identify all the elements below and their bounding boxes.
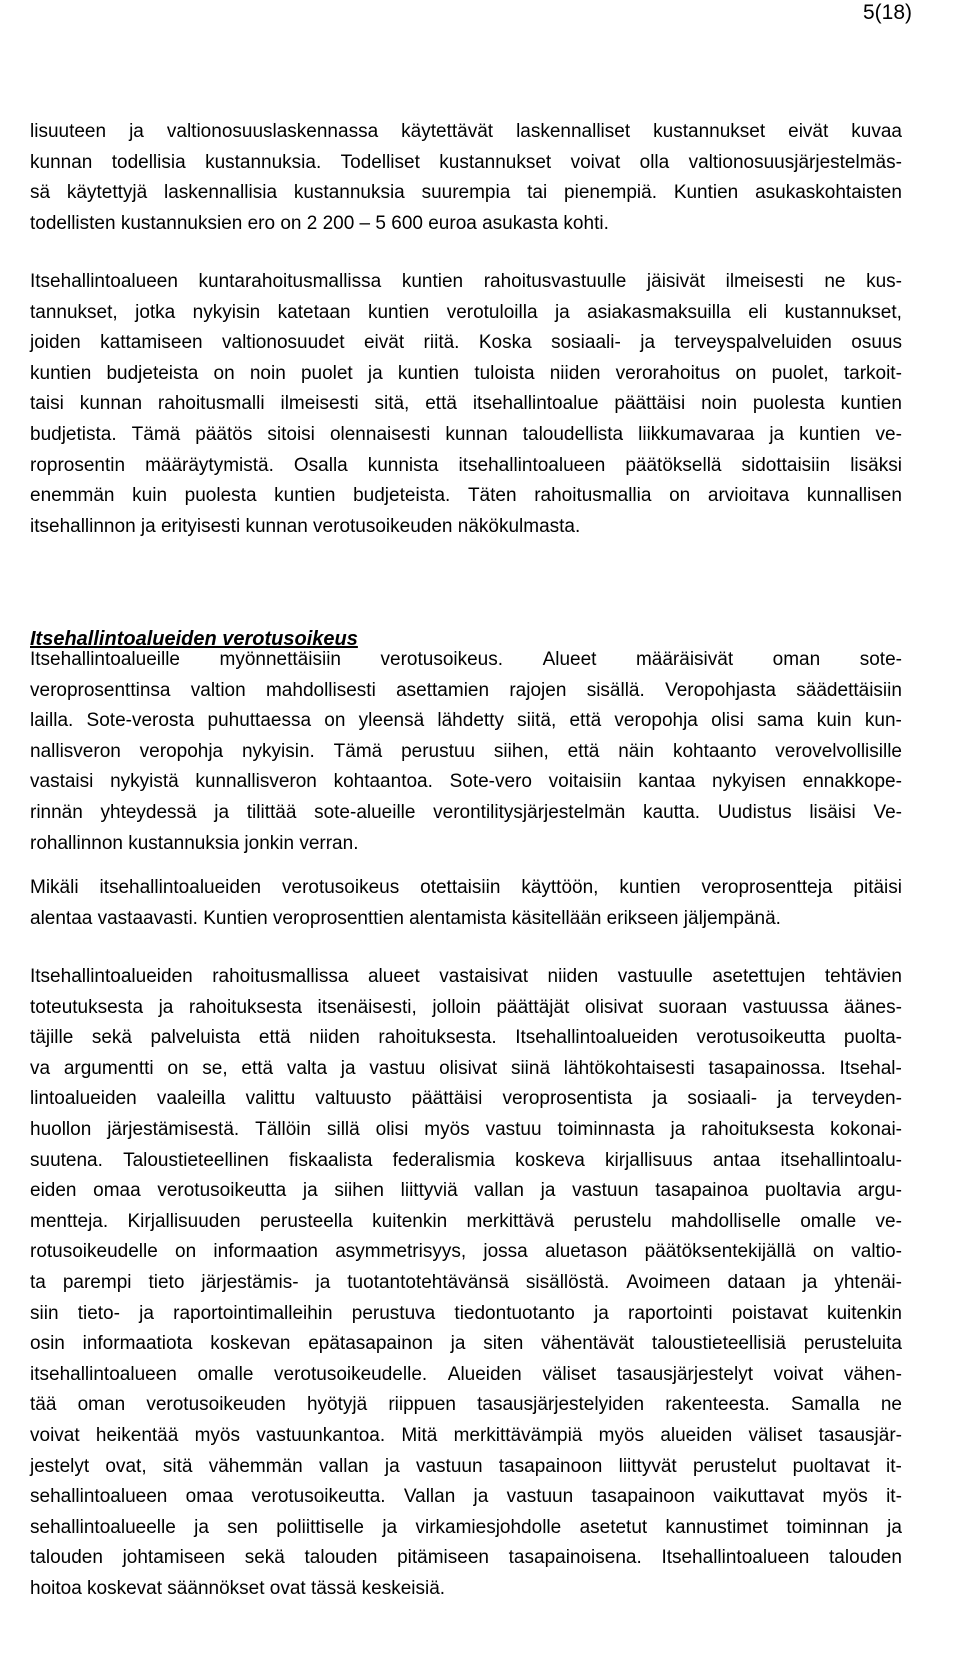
paragraph-line: voivat heikentää myös vastuunkantoa. Mitä merkittävämpiä myös alueiden väliset tasausjär- — [30, 1425, 902, 1446]
paragraph-line: rinnän yhteydessä ja tilittää sote-alueille verontilitysjärjestelmän kautta. Uudistus lisäisi Ve- — [30, 802, 902, 823]
paragraph-line: rotusoikeudelle on informaation asymmetrisyys, jossa aluetason päätöksentekijällä on valtio- — [30, 1241, 902, 1263]
paragraph-line: toteutuksesta ja rahoituksesta itsenäisesti, jolloin päättäjät olisivat suoraan vastuussa äänes- — [30, 996, 902, 1018]
paragraph-line: talouden johtamiseen sekä talouden pitämiseen tasapainoisena. Itsehallintoalueen talouden — [30, 1547, 902, 1569]
paragraph-line: Itsehallintoalueen kuntarahoitusmallissa kuntien rahoitusvastuulle jäisivät ilmeisesti ne kus- — [30, 271, 902, 292]
paragraph-line: lailla. Sote-verosta puhuttaessa on yleensä lähdetty siitä, että veropohja olisi sama kuin kun- — [30, 710, 902, 732]
paragraph-line: Itsehallintoalueille myönnettäisiin verotusoikeus. Alueet määräisivät oman sote- — [30, 649, 902, 670]
paragraph-line: hoitoa koskevat säännökset ovat tässä keskeisiä. — [30, 1578, 446, 1599]
paragraph-line: budjetista. Tämä päätös sitoisi olennaisesti kunnan taloudellista liikkumavaraa ja kuntien ve- — [30, 424, 902, 445]
paragraph-line: jestelyt ovat, sitä vähemmän vallan ja vastuun tasapainoon liittyvät perustelut puoltavat it- — [30, 1455, 902, 1477]
paragraph-line: vastaisi nykyistä kunnallisveron kohtaantoa. Sote-vero voitaisiin kantaa nykyisen ennakkope- — [30, 771, 902, 793]
paragraph-line: joiden kattamiseen valtionosuudet eivät riitä. Koska sosiaali- ja terveyspalveluiden osuus — [30, 332, 902, 354]
section-heading: Itsehallintoalueiden verotusoikeus — [30, 628, 358, 650]
paragraph-line: Mikäli itsehallintoalueiden verotusoikeus otettaisiin käyttöön, kuntien veroprosentteja pitäisi — [30, 877, 902, 898]
paragraph-line: mentteja. Kirjallisuuden perusteella kuitenkin merkittävä perustelu mahdolliselle omalle ve- — [30, 1210, 902, 1232]
paragraph-line: tannukset, jotka nykyisin katetaan kuntien verotuloilla ja asiakasmaksuilla eli kustannukset, — [30, 301, 902, 323]
paragraph-line: siin tieto- ja raportointimalleihin perustuva tiedontuotanto ja raportointi poistavat kuitenkin — [30, 1302, 902, 1324]
paragraph-line: taisi kunnan rahoitusmalli ilmeisesti sitä, että itsehallintoalue päättäisi noin puolesta kuntien — [30, 393, 902, 415]
paragraph-line: tää oman verotusoikeuden hyötyjä riippuen tasausjärjestelyiden rakenteesta. Samalla ne — [30, 1394, 902, 1416]
paragraph-line: eiden omaa verotusoikeutta ja siihen liittyviä vallan ja vastuun tasapainoa puoltavia argu- — [30, 1180, 902, 1202]
paragraph-line: nallisveron veropohja nykyisin. Tämä perustuu siihen, että näin kohtaanto verovelvollisille — [30, 740, 902, 762]
paragraph-line: osin informaatiota koskevan epätasapainon ja siten vähentävät taloustieteellisiä perusteluita — [30, 1333, 902, 1355]
paragraph-line: va argumentti on se, että valta ja vastuu olisivat siinä lähtökohtaisesti tasapainossa. Itsehal- — [30, 1057, 902, 1079]
paragraph-line: huollon järjestämisestä. Tällöin sillä olisi myös vastuu toiminnasta ja rahoituksesta kokonai- — [30, 1119, 902, 1140]
paragraph-line: alentaa vastaavasti. Kuntien veroprosenttien alentamista käsitellään erikseen jäljempänä. — [30, 907, 781, 929]
paragraph-line: Itsehallintoalueiden rahoitusmallissa alueet vastaisivat niiden vastuulle asetettujen tehtävien — [30, 966, 902, 987]
paragraph-line: enemmän kuin puolesta kuntien budjeteista. Täten rahoitusmallia on arvioitava kunnallisen — [30, 485, 902, 507]
paragraph-line: suutena. Taloustieteellinen fiskaalista federalismia koskeva kirjallisuus antaa itsehallintoalu- — [30, 1149, 902, 1171]
paragraph-line: lisuuteen ja valtionosuuslaskennassa käytettävät laskennalliset kustannukset eivät kuvaa — [30, 121, 902, 142]
paragraph-line: roprosentin määräytymistä. Osalla kunnista itsehallintoalueen päätöksellä sidottaisiin lisäksi — [30, 454, 902, 476]
paragraph-line: veroprosenttinsa valtion mahdollisesti asettamien rajojen sisällä. Veropohjasta säädettäisiin — [30, 679, 902, 701]
paragraph-line: ta parempi tieto järjestämis- ja tuotantotehtävänsä sisällöstä. Avoimeen dataan ja yhtenäi- — [30, 1272, 902, 1293]
paragraph-line: sehallintoalueelle ja sen poliittiselle ja virkamiesjohdolle asetetut kannustimet toiminnan ja — [30, 1516, 902, 1538]
paragraph-line: todellisten kustannuksien ero on 2 200 – 5 600 euroa asukasta kohti. — [30, 212, 609, 234]
paragraph-line: täjille sekä palveluista että niiden rahoituksesta. Itsehallintoalueiden verotusoikeutta puolta- — [30, 1027, 902, 1049]
paragraph-line: itsehallinnon ja erityisesti kunnan verotusoikeuden näkökulmasta. — [30, 515, 581, 537]
page-number: 5(18) — [862, 1, 912, 24]
paragraph-line: kunnan todellisia kustannuksia. Todelliset kustannukset voivat olla valtionosuusjärjestelmäs- — [30, 151, 902, 173]
paragraph-line: kuntien budjeteista on noin puolet ja kuntien tuloista niiden verorahoitus on puolet, tarkoit- — [30, 362, 902, 384]
paragraph-line: itsehallintoalueen omalle verotusoikeudelle. Alueiden väliset tasausjärjestelyt voivat vähen- — [30, 1363, 902, 1385]
paragraph-line: sä käytettyjä laskennallisia kustannuksia suurempia tai pienempiä. Kuntien asukaskohtaisten — [30, 182, 902, 204]
paragraph-line: sehallintoalueen omaa verotusoikeutta. Vallan ja vastuun tasapainoon vaikuttavat myös it- — [30, 1486, 902, 1508]
paragraph-line: rohallinnon kustannuksia jonkin verran. — [30, 832, 359, 854]
paragraph-line: lintoalueiden vaaleilla valittu valtuusto päättäisi veroprosentista ja sosiaali- ja terveyden- — [30, 1088, 902, 1110]
